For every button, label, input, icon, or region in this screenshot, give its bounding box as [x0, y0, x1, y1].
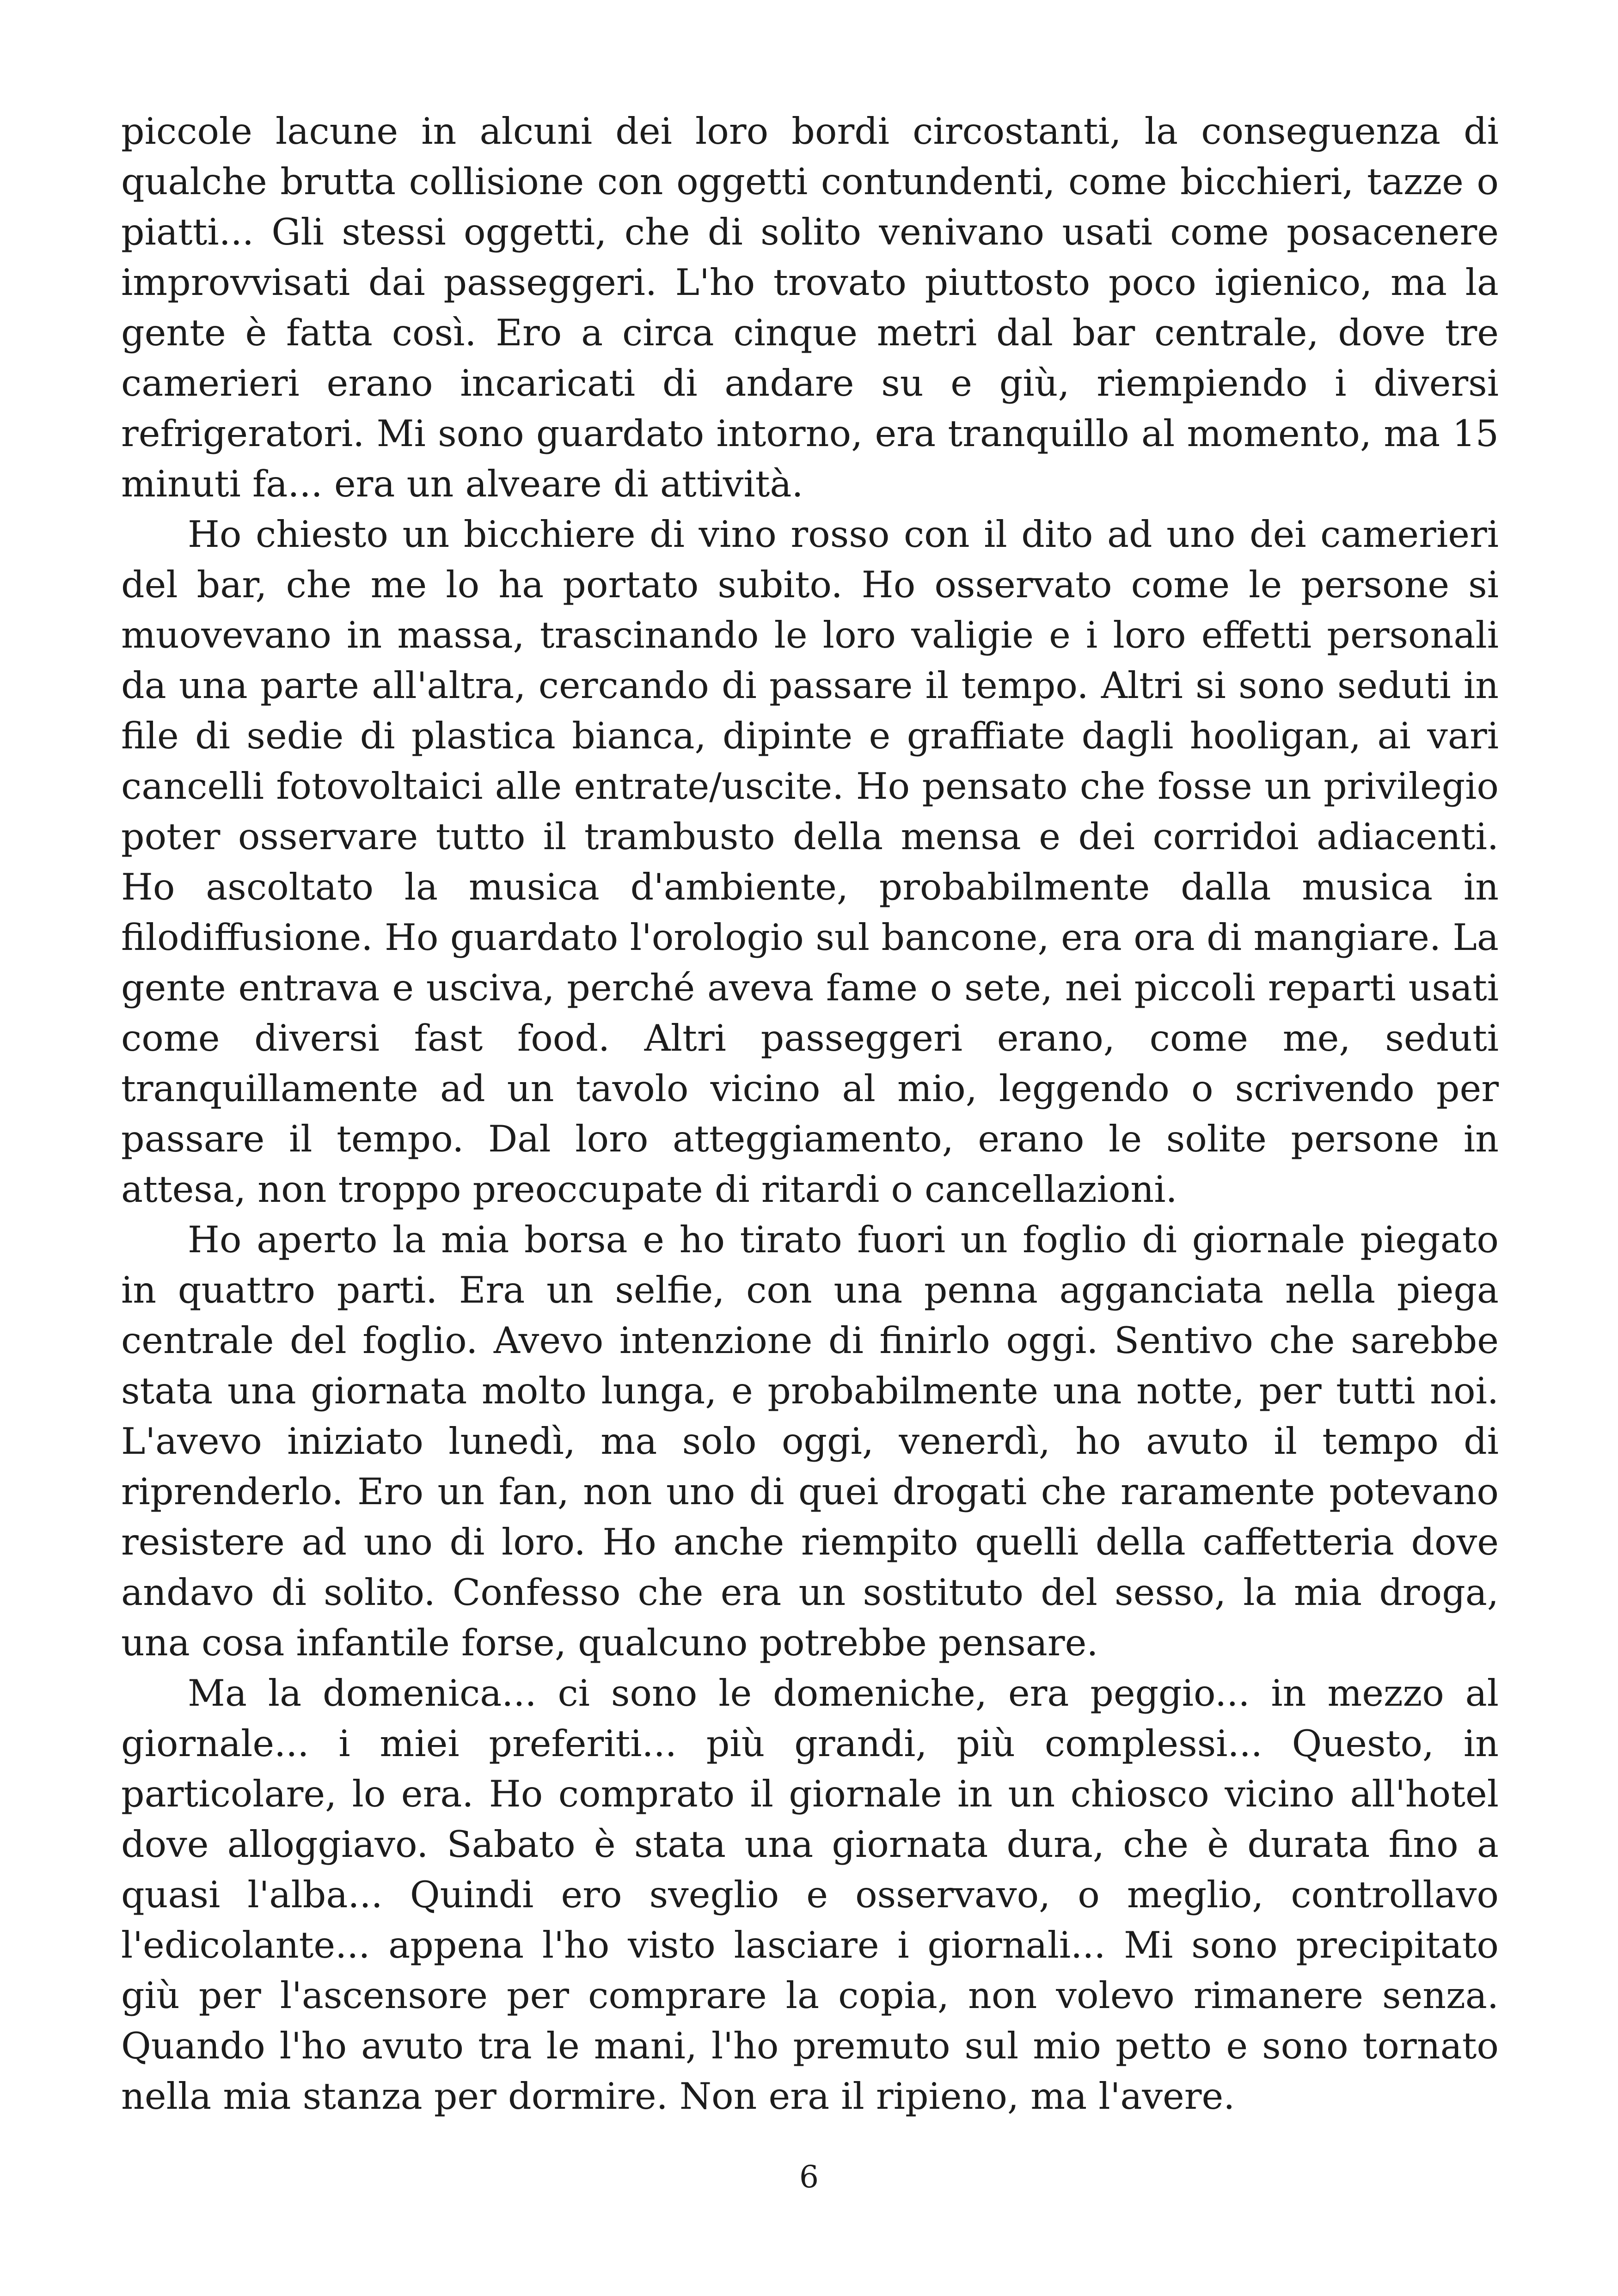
paragraph-3: Ho aperto la mia borsa e ho tirato fuori un foglio di giornale piegato in quattro parti. Era un selfie, con una penna agganciata nella piega centrale del foglio. Avevo intenzione di finirlo oggi. Sentivo che sarebbe stata una giornata molto lunga, e probabilmente una notte, per tutti noi. L'avevo iniziato lunedì, ma solo oggi, venerdì, ho avuto il tempo di riprenderlo. Ero un fan, non uno di quei drogati che raramente potevano resistere ad uno di loro. Ho anche riempito quelli della caffetteria dove andavo di solito. Confesso che era un sostituto del sesso, la mia droga, una cosa infantile forse, qualcuno potrebbe pensare. — [121, 1218, 1499, 1664]
paragraph-1: piccole lacune in alcuni dei loro bordi circostanti, la conseguenza di qualche brutta collisione con oggetti contundenti, come bicchieri, tazze o piatti... Gli stessi oggetti, che di solito venivano usati come posacenere improvvisati dai passeggeri. L'ho trovato piuttosto poco igienico, ma la gente è fatta così. Ero a circa cinque metri dal bar centrale, dove tre camerieri erano incaricati di andare su e giù, riempiendo i diversi refrigeratori. Mi sono guardato intorno, era tranquillo al momento, ma 15 minuti fa... era un alveare di attività. — [121, 110, 1499, 505]
paragraph-4: Ma la domenica... ci sono le domeniche, era peggio... in mezzo al giornale... i miei preferiti... più grandi, più complessi... Questo, in particolare, lo era. Ho comprato il giornale in un chiosco vicino all'hotel dove alloggiavo. Sabato è stata una giornata dura, che è durata fino a quasi l'alba... Quindi ero sveglio e osservavo, o meglio, controllavo l'edicolante... appena l'ho visto lasciare i giornali... Mi sono precipitato giù per l'ascensore per comprare la copia, non volevo rimanere senza. Quando l'ho avuto tra le mani, l'ho premuto sul mio petto e sono tornato nella mia stanza per dormire. Non era il ripieno, ma l'avere. — [121, 1672, 1499, 2118]
body-text — [121, 106, 1499, 2122]
paragraph-2: Ho chiesto un bicchiere di vino rosso con il dito ad uno dei camerieri del bar, che me lo ha portato subito. Ho osservato come le persone si muovevano in massa, trascinando le loro valigie e i loro effetti personali da una parte all'altra, cercando di passare il tempo. Altri si sono seduti in file di sedie di plastica bianca, dipinte e graffiate dagli hooligan, ai vari cancelli fotovoltaici alle entrate/uscite. Ho pensato che fosse un privilegio poter osservare tutto il trambusto della mensa e dei corridoi adiacenti. Ho ascoltato la musica d'ambiente, probabilmente dalla musica in filodiffusione. Ho guardato l'orologio sul bancone, era ora di mangiare. La gente entrava e usciva, perché aveva fame o sete, nei piccoli reparti usati come diversi fast food. Altri passeggeri erano, come me, seduti tranquillamente ad un tavolo vicino al mio, leggendo o scrivendo per passare il tempo. Dal loro atteggiamento, erano le solite persone in attesa, non troppo preoccupate di ritardi o cancellazioni. — [121, 513, 1499, 1211]
page-number: 6 — [799, 2159, 819, 2195]
